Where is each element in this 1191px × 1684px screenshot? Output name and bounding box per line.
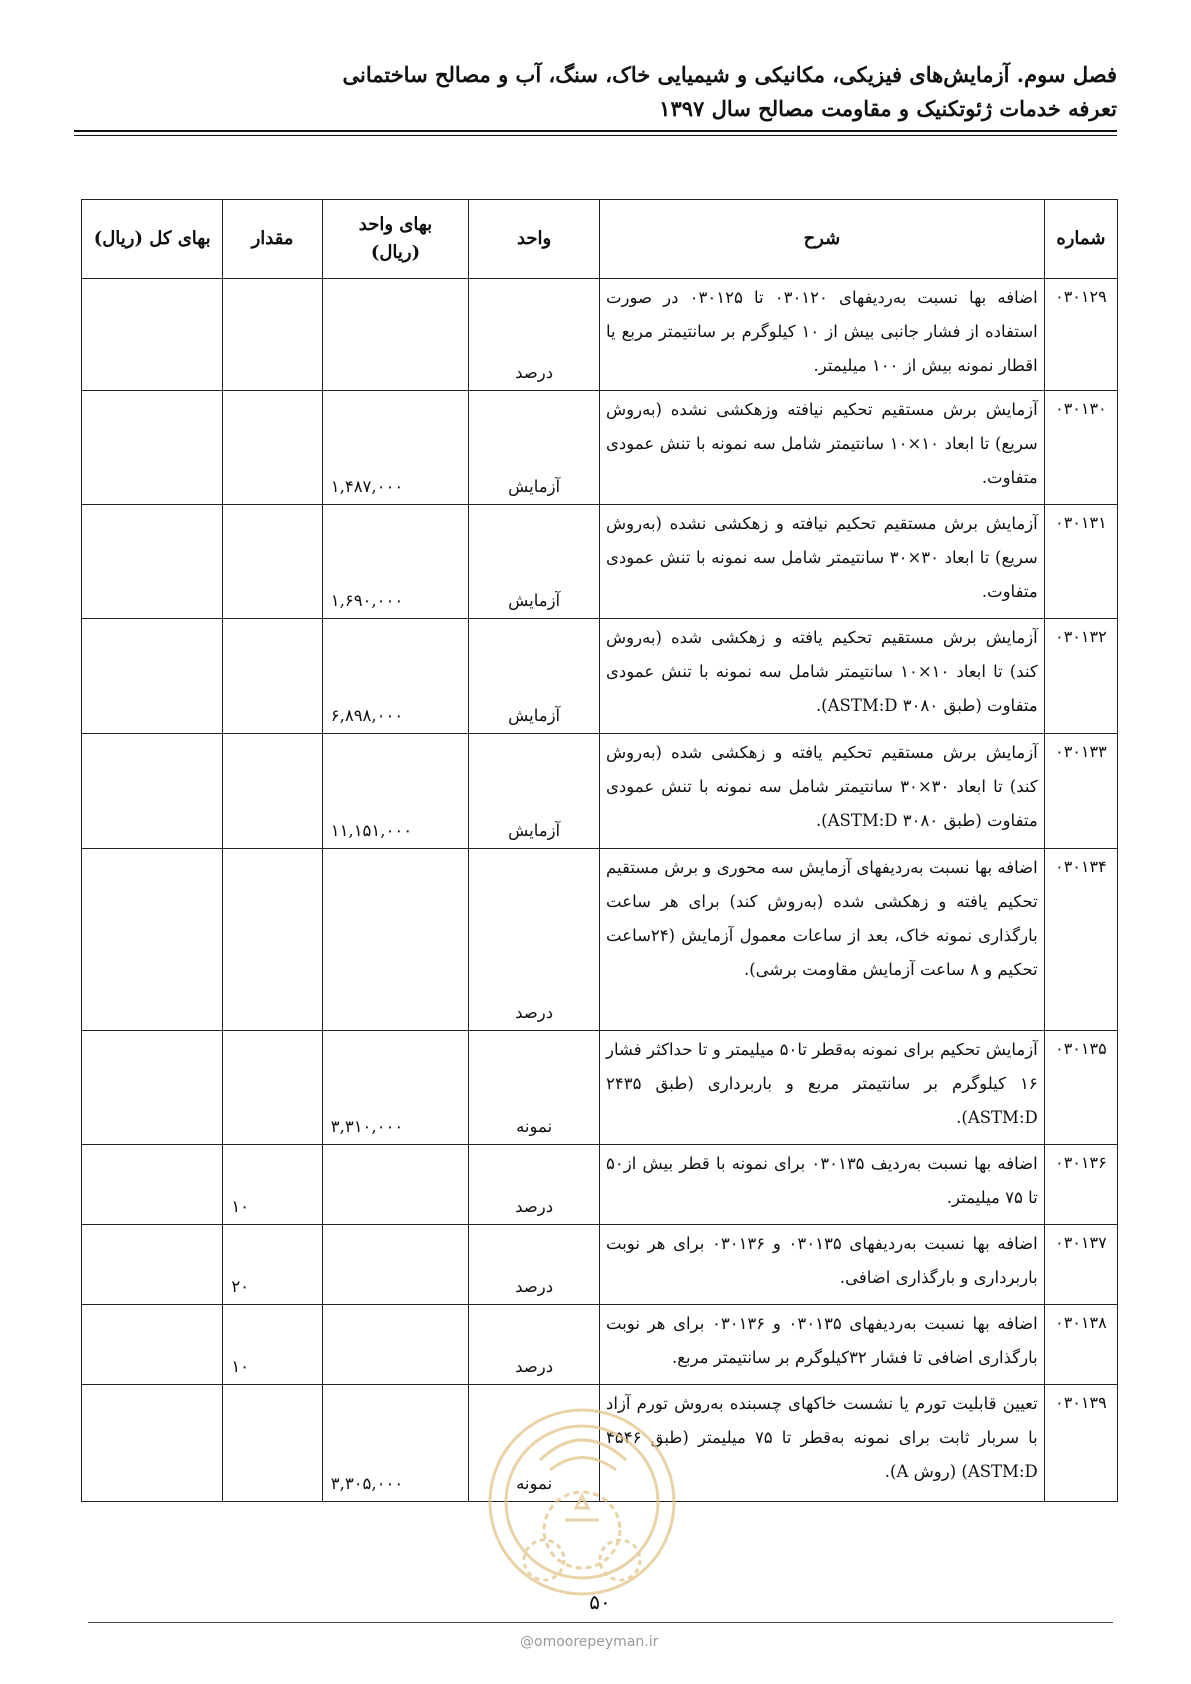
table-row [82,1305,1118,1385]
row-unit-price [322,1145,469,1225]
table-row [82,1225,1118,1305]
row-quantity [223,505,322,619]
row-unit-price: ۱۱,۱۵۱,۰۰۰ [322,734,469,849]
row-description: آزمایش برش مستقیم تحکیم نیافته و زهکشی نشده (به‌روش سریع) تا ابعاد ۳۰×۳۰ سانتیمتر شامل سه نمونه با تنش عمودی متفاوت. [600,505,1045,619]
row-quantity [223,1385,322,1502]
header-number: شماره [1044,200,1117,279]
header-rule-thin [74,135,1117,136]
row-description: تعیین قابلیت تورم یا نشست خاکهای چسبنده به‌روش تورم آزاد با سربار ثابت برای نمونه به‌قطر تا ۷۵ میلیمتر (طبق ۴۵۴۶ ASTM:D) (روش A). [600,1385,1045,1502]
header-unit-price-sub: (ریال) [370,242,421,263]
row-number: ۰۳۰۱۳۷ [1044,1225,1117,1305]
row-unit-price [322,1225,469,1305]
row-unit-price: ۳,۳۱۰,۰۰۰ [322,1031,469,1145]
row-description: اضافه بها نسبت به‌ردیفهای آزمایش سه محوری و برش مستقیم تحکیم یافته و زهکشی شده (به‌روش کند) برای هر ساعت بارگذاری نمونه خاک، بعد از ساعات معمول آزمایش (۲۴ساعت تحکیم و ۸ ساعت آزمایش مقاومت برشی). [600,849,1045,1031]
website-watermark: @omoorepeyman.ir [520,1634,659,1650]
row-quantity [223,391,322,505]
row-description: اضافه بها نسبت به‌ردیفهای ۰۳۰۱۳۵ و ۰۳۰۱۳۶ برای هر نوبت بارگذاری اضافی تا فشار ۳۲کیلوگرم بر سانتیمتر مربع. [600,1305,1045,1385]
row-unit: آزمایش [469,734,600,849]
row-number: ۰۳۰۱۳۸ [1044,1305,1117,1385]
row-quantity [223,1031,322,1145]
row-unit-price: ۱,۶۹۰,۰۰۰ [322,505,469,619]
table-header-row [82,200,1118,279]
row-unit: نمونه [469,1385,600,1502]
row-unit: آزمایش [469,505,600,619]
table-row [82,734,1118,849]
row-total [82,1145,223,1225]
row-number: ۰۳۰۱۳۲ [1044,619,1117,734]
tariff-table [81,199,1118,1502]
table-row [82,505,1118,619]
footer-rule [88,1622,1113,1623]
table-row [82,849,1118,1031]
tariff-title: تعرفه خدمات ژئوتکنیک و مقاومت مصالح سال ۱۳۹۷ [659,96,1117,121]
row-unit-price [322,849,469,1031]
table-row [82,279,1118,391]
row-number: ۰۳۰۱۳۱ [1044,505,1117,619]
row-total [82,1385,223,1502]
row-unit-price: ۱,۴۸۷,۰۰۰ [322,391,469,505]
row-number: ۰۳۰۱۳۰ [1044,391,1117,505]
row-quantity [223,849,322,1031]
row-number: ۰۳۰۱۳۵ [1044,1031,1117,1145]
row-unit-price [322,1305,469,1385]
row-unit: آزمایش [469,391,600,505]
row-description: آزمایش برش مستقیم تحکیم یافته و زهکشی شده (به‌روش کند) تا ابعاد ۳۰×۳۰ سانتیمتر شامل سه نمونه با تنش عمودی متفاوت (طبق ۳۰۸۰ ASTM:D). [600,734,1045,849]
row-description: آزمایش برش مستقیم تحکیم نیافته وزهکشی نشده (به‌روش سریع) تا ابعاد ۱۰×۱۰ سانتیمتر شامل سه نمونه با تنش عمودی متفاوت. [600,391,1045,505]
row-total [82,279,223,391]
row-total [82,1031,223,1145]
table-row [82,1031,1118,1145]
row-total [82,849,223,1031]
row-unit: درصد [469,1305,600,1385]
row-description: اضافه بها نسبت به‌ردیفهای ۰۳۰۱۳۵ و ۰۳۰۱۳۶ برای هر نوبت باربرداری و بارگذاری اضافی. [600,1225,1045,1305]
row-quantity: ۱۰ [223,1145,322,1225]
row-description: آزمایش برش مستقیم تحکیم یافته و زهکشی شده (به‌روش کند) تا ابعاد ۱۰×۱۰ سانتیمتر شامل سه نمونه با تنش عمودی متفاوت (طبق ۳۰۸۰ ASTM:D). [600,619,1045,734]
watermark-logo [480,1390,685,1615]
row-unit: نمونه [469,1031,600,1145]
header-description: شرح [600,200,1045,279]
row-total [82,391,223,505]
row-quantity: ۱۰ [223,1305,322,1385]
table-row [82,619,1118,734]
row-unit-price [322,279,469,391]
table-row [82,391,1118,505]
header-unit: واحد [469,200,600,279]
row-unit-price: ۳,۳۰۵,۰۰۰ [322,1385,469,1502]
row-total [82,505,223,619]
row-total [82,1225,223,1305]
header-unit-price [322,200,469,279]
row-number: ۰۳۰۱۳۳ [1044,734,1117,849]
row-number: ۰۳۰۱۳۹ [1044,1385,1117,1502]
row-description: آزمایش تحکیم برای نمونه به‌قطر تا۵۰ میلیمتر و تا حداکثر فشار ۱۶ کیلوگرم بر سانتیمتر مربع و باربرداری (طبق ۲۴۳۵ ASTM:D). [600,1031,1045,1145]
header-rule-thick [74,130,1117,132]
page-header [72,58,1117,126]
row-total [82,1305,223,1385]
row-unit-price: ۶,۸۹۸,۰۰۰ [322,619,469,734]
header-quantity: مقدار [223,200,322,279]
row-number: ۰۳۰۱۲۹ [1044,279,1117,391]
row-description: اضافه بها نسبت به‌ردیف ۰۳۰۱۳۵ برای نمونه با قطر بیش از۵۰ تا ۷۵ میلیمتر. [600,1145,1045,1225]
row-quantity [223,279,322,391]
row-unit: درصد [469,1145,600,1225]
row-total [82,734,223,849]
row-quantity: ۲۰ [223,1225,322,1305]
row-unit: درصد [469,849,600,1031]
chapter-title: فصل سوم. آزمایش‌های فیزیکی، مکانیکی و شیمیایی خاک، سنگ، آب و مصالح ساختمانی [342,62,1117,87]
table-row [82,1145,1118,1225]
header-total: بهای کل (ریال) [82,200,223,279]
row-number: ۰۳۰۱۳۴ [1044,849,1117,1031]
row-unit: درصد [469,1225,600,1305]
page-number: ۵۰ [589,1590,611,1614]
row-quantity [223,734,322,849]
row-total [82,619,223,734]
row-description: اضافه بها نسبت به‌ردیفهای ۰۳۰۱۲۰ تا ۰۳۰۱۲۵ در صورت استفاده از فشار جانبی بیش از ۱۰ کیلوگرم بر سانتیمتر مربع یا اقطار نمونه بیش از ۱۰۰ میلیمتر. [600,279,1045,391]
header-unit-price-label: بهای واحد [358,214,433,235]
row-number: ۰۳۰۱۳۶ [1044,1145,1117,1225]
row-unit: آزمایش [469,619,600,734]
row-unit: درصد [469,279,600,391]
row-quantity [223,619,322,734]
